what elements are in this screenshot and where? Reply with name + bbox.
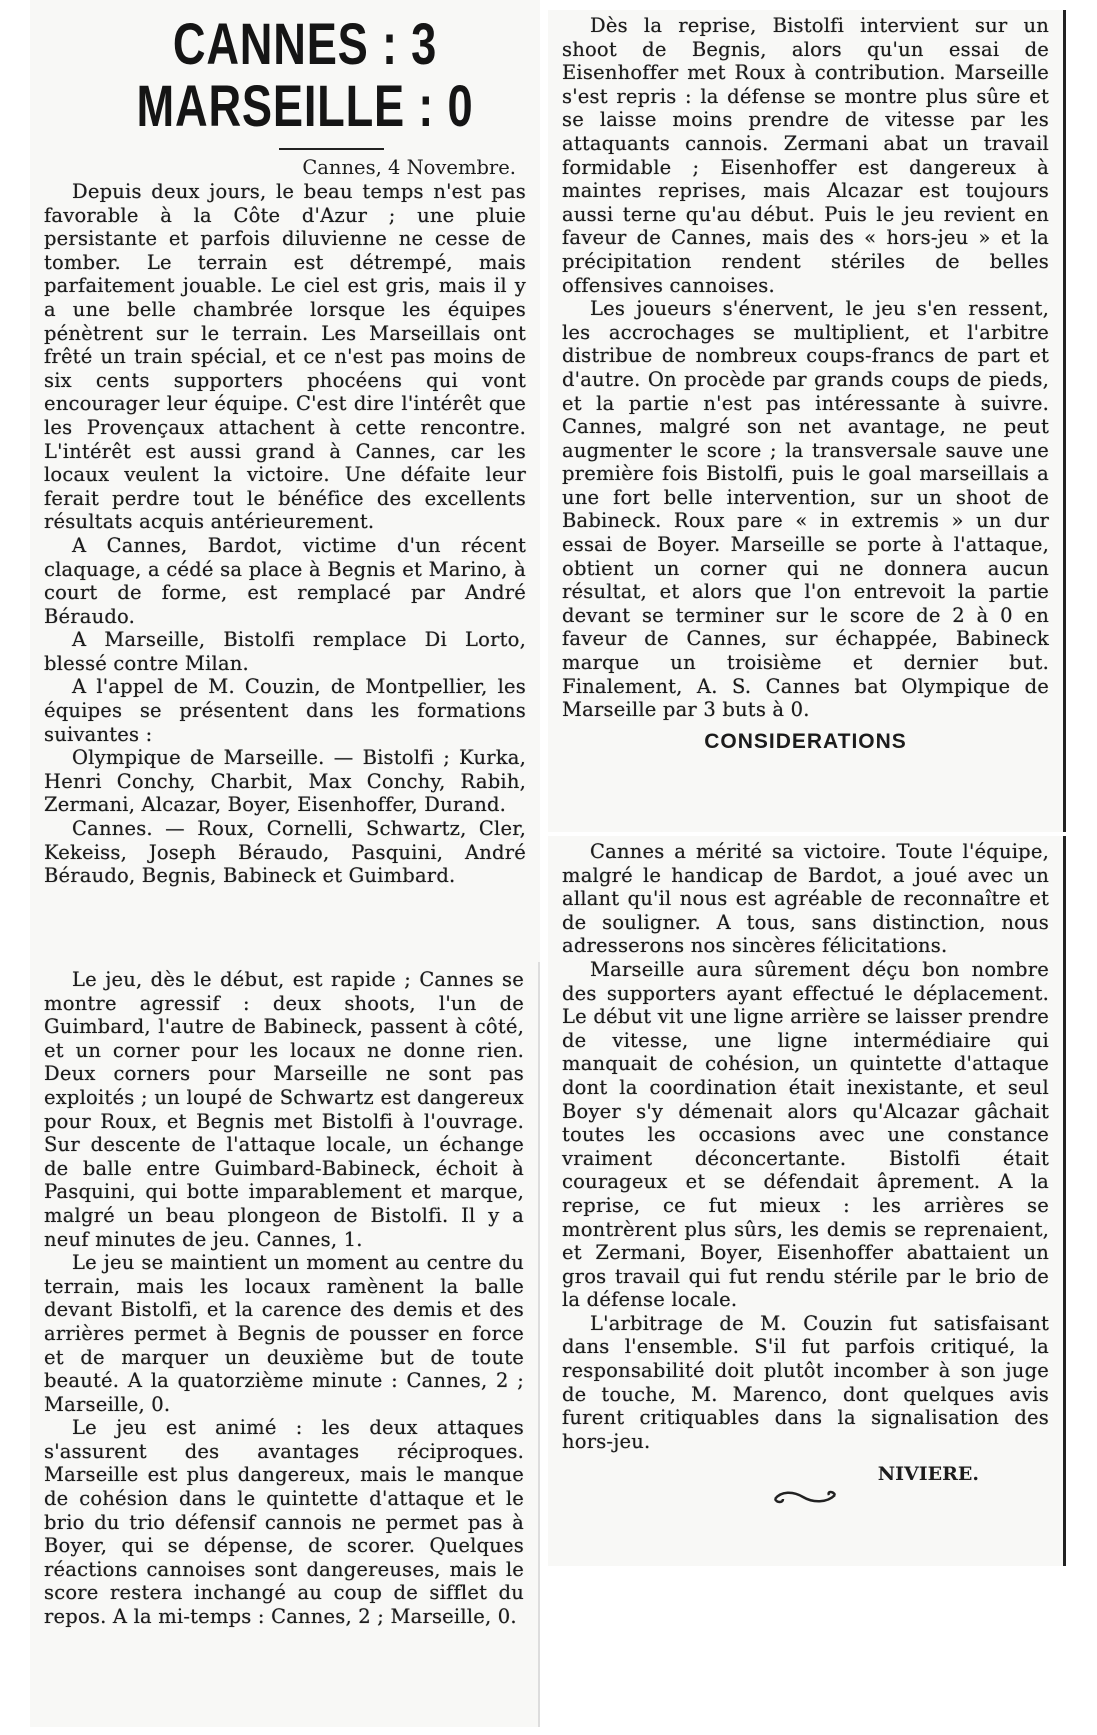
paragraph: Les joueurs s'énervent, le jeu s'en ressent, les accrochages se multiplient, et l'arbitre distribue de nombreux coups-francs de part et d'autre. On procède par grands coups de pieds, et la partie n'est pas intéressante à suivre. Cannes, malgré son net avantage, ne peut augmenter le score ; la transversale sauve une première fois Bistolfi, puis le goal marseillais a une fort belle intervention, sur un shoot de Babineck. Roux pare « in extremis » un dur essai de Boyer. Marseille se porte à l'attaque, obtient un corner qui ne donnera aucun résultat, et alors que l'on entrevoit la partie devant se terminer sur le score de 2 à 0 en faveur de Cannes, sur échappée, Babineck marque un troisième et dernier but. Finalement, A. S. Cannes bat Olympique de Marseille par 3 buts à 0.	[562, 297, 1049, 722]
paragraph: L'arbitrage de M. Couzin fut satisfaisant dans l'ensemble. S'il fut parfois critiqué, la responsabilité doit plutôt incomber à son juge de touche, M. Marenco, dont quelques avis furent critiquables dans la signalisation des hors-jeu.	[562, 1311, 1049, 1453]
lineup-marseille: Olympique de Marseille. — Bistolfi ; Kurka, Henri Conchy, Charbit, Max Conchy, Rabih, Zermani, Alcazar, Boyer, Eisenhoffer, Durand.	[44, 746, 526, 817]
ornament-swash-icon	[562, 1489, 1049, 1509]
paragraph: A l'appel de M. Couzin, de Montpellier, les équipes se présentent dans les formations suivantes :	[44, 675, 526, 746]
lineup-cannes: Cannes. — Roux, Cornelli, Schwartz, Cler, Kekeiss, Joseph Béraudo, Pasquini, André Béraudo, Begnis, Babineck et Guimbard.	[44, 817, 526, 888]
paragraph: Dès la reprise, Bistolfi intervient sur un shoot de Begnis, alors qu'un essai de Eisenhoffer met Roux à contribution. Marseille s'est repris : la défense se montre plus sûre et se laisse moins prendre de vitesse par les attaquants cannois. Zermani abat un travail formidable ; Eisenhoffer est dangereux à maintes reprises, mais Alcazar est toujours aussi terne qu'au début. Puis le jeu revient en faveur de Cannes, mais des « hors-jeu » et la précipitation rendent stériles de belles offensives cannoises.	[562, 14, 1049, 297]
author-signature: NIVIERE.	[877, 1463, 979, 1486]
paragraph: Depuis deux jours, le beau temps n'est pas favorable à la Côte d'Azur ; une pluie persistante et parfois diluvienne ne cesse de tomber. Le terrain est détrempé, mais parfaitement jouable. Le ciel est gris, mais il y a une belle chambrée lorsque les équipes pénètrent sur le terrain. Les Marseillais ont frêté un train spécial, et ce n'est pas moins de six cents supporters phocéens qui vont encourager leur équipe. C'est dire l'intérêt que les Provençaux attachent à cette rencontre. L'intérêt est aussi grand à Cannes, car les locaux veulent la victoire. Une défaite leur ferait perdre tout le bénéfice des excellents résultats acquis antérieurement.	[44, 180, 526, 534]
section-heading-considerations: CONSIDERATIONS	[704, 729, 907, 753]
dateline: Cannes, 4 Novembre.	[302, 156, 516, 179]
paragraph: Le jeu est animé : les deux attaques s'assurent des avantages réciproques. Marseille est plus dangereux, mais le manque de cohésion dans le quintette d'attaque et le brio du trio défensif cannois ne permet pas à Boyer, qui se dépense, de scorer. Quelques réactions cannoises sont dangereuses, mais le score restera inchangé au coup de sifflet du repos. A la mi-temps : Cannes, 2 ; Marseille, 0.	[44, 1416, 524, 1629]
headline-line-2: MARSEILLE : 0	[136, 74, 474, 139]
paragraph: Cannes a mérité sa victoire. Toute l'équipe, malgré le handicap de Bardot, a joué avec un allant qu'il nous est agréable de reconnaître et de souligner. A tous, sans distinction, nous adresserons nos sincères félicitations.	[562, 840, 1049, 958]
paragraph: A Cannes, Bardot, victime d'un récent claquage, a cédé sa place à Begnis et Marino, à court de forme, est remplacé par André Béraudo.	[44, 533, 526, 628]
left-column-upper	[30, 0, 540, 962]
paragraph: Le jeu se maintient un moment au centre du terrain, mais les locaux ramènent la balle devant Bistolfi, et la carence des demis et des arrières permet à Begnis de pousser en force et de marquer un deuxième but de toute beauté. A la quatorzième minute : Cannes, 2 ; Marseille, 0.	[44, 1251, 524, 1416]
headline-rule	[279, 148, 384, 150]
paragraph: A Marseille, Bistolfi remplace Di Lorto, blessé contre Milan.	[44, 628, 526, 675]
right-column-upper	[548, 10, 1066, 832]
left-column-lower	[30, 962, 540, 1727]
headline-line-1: CANNES : 3	[172, 12, 438, 77]
paragraph: Marseille aura sûrement déçu bon nombre des supporters ayant effectué le déplacement. Le début vit une ligne arrière se laisser prendre de vitesse, une ligne intermédiaire qui manquait de cohésion, un quintette d'attaque dont la coordination était inexistante, et seul Boyer s'y démenait alors qu'Alcazar gâchait toutes les occasions avec une constance vraiment déconcertante. Bistolfi était courageux et se défendait âprement. A la reprise, ce fut mieux : les arrières se montrèrent plus sûrs, les demis se reprenaient, et Zermani, Boyer, Eisenhoffer abattaient un gros travail qui fut rendu stérile par le brio de la défense locale.	[562, 957, 1049, 1312]
right-column-lower	[548, 836, 1066, 1566]
paragraph: Le jeu, dès le début, est rapide ; Cannes se montre agressif : deux shoots, l'un de Guimbard, l'autre de Babineck, passent à côté, et un corner pour les locaux ne donne rien. Deux corners pour Marseille ne sont pas exploités ; un loupé de Schwartz est dangereux pour Roux, et Begnis met Bistolfi à l'ouvrage. Sur descente de l'attaque locale, un échange de balle entre Guimbard-Babineck, échoit à Pasquini, qui botte imparablement et marque, malgré un beau plongeon de Bistolfi. Il y a neuf minutes de jeu. Cannes, 1.	[44, 968, 524, 1251]
